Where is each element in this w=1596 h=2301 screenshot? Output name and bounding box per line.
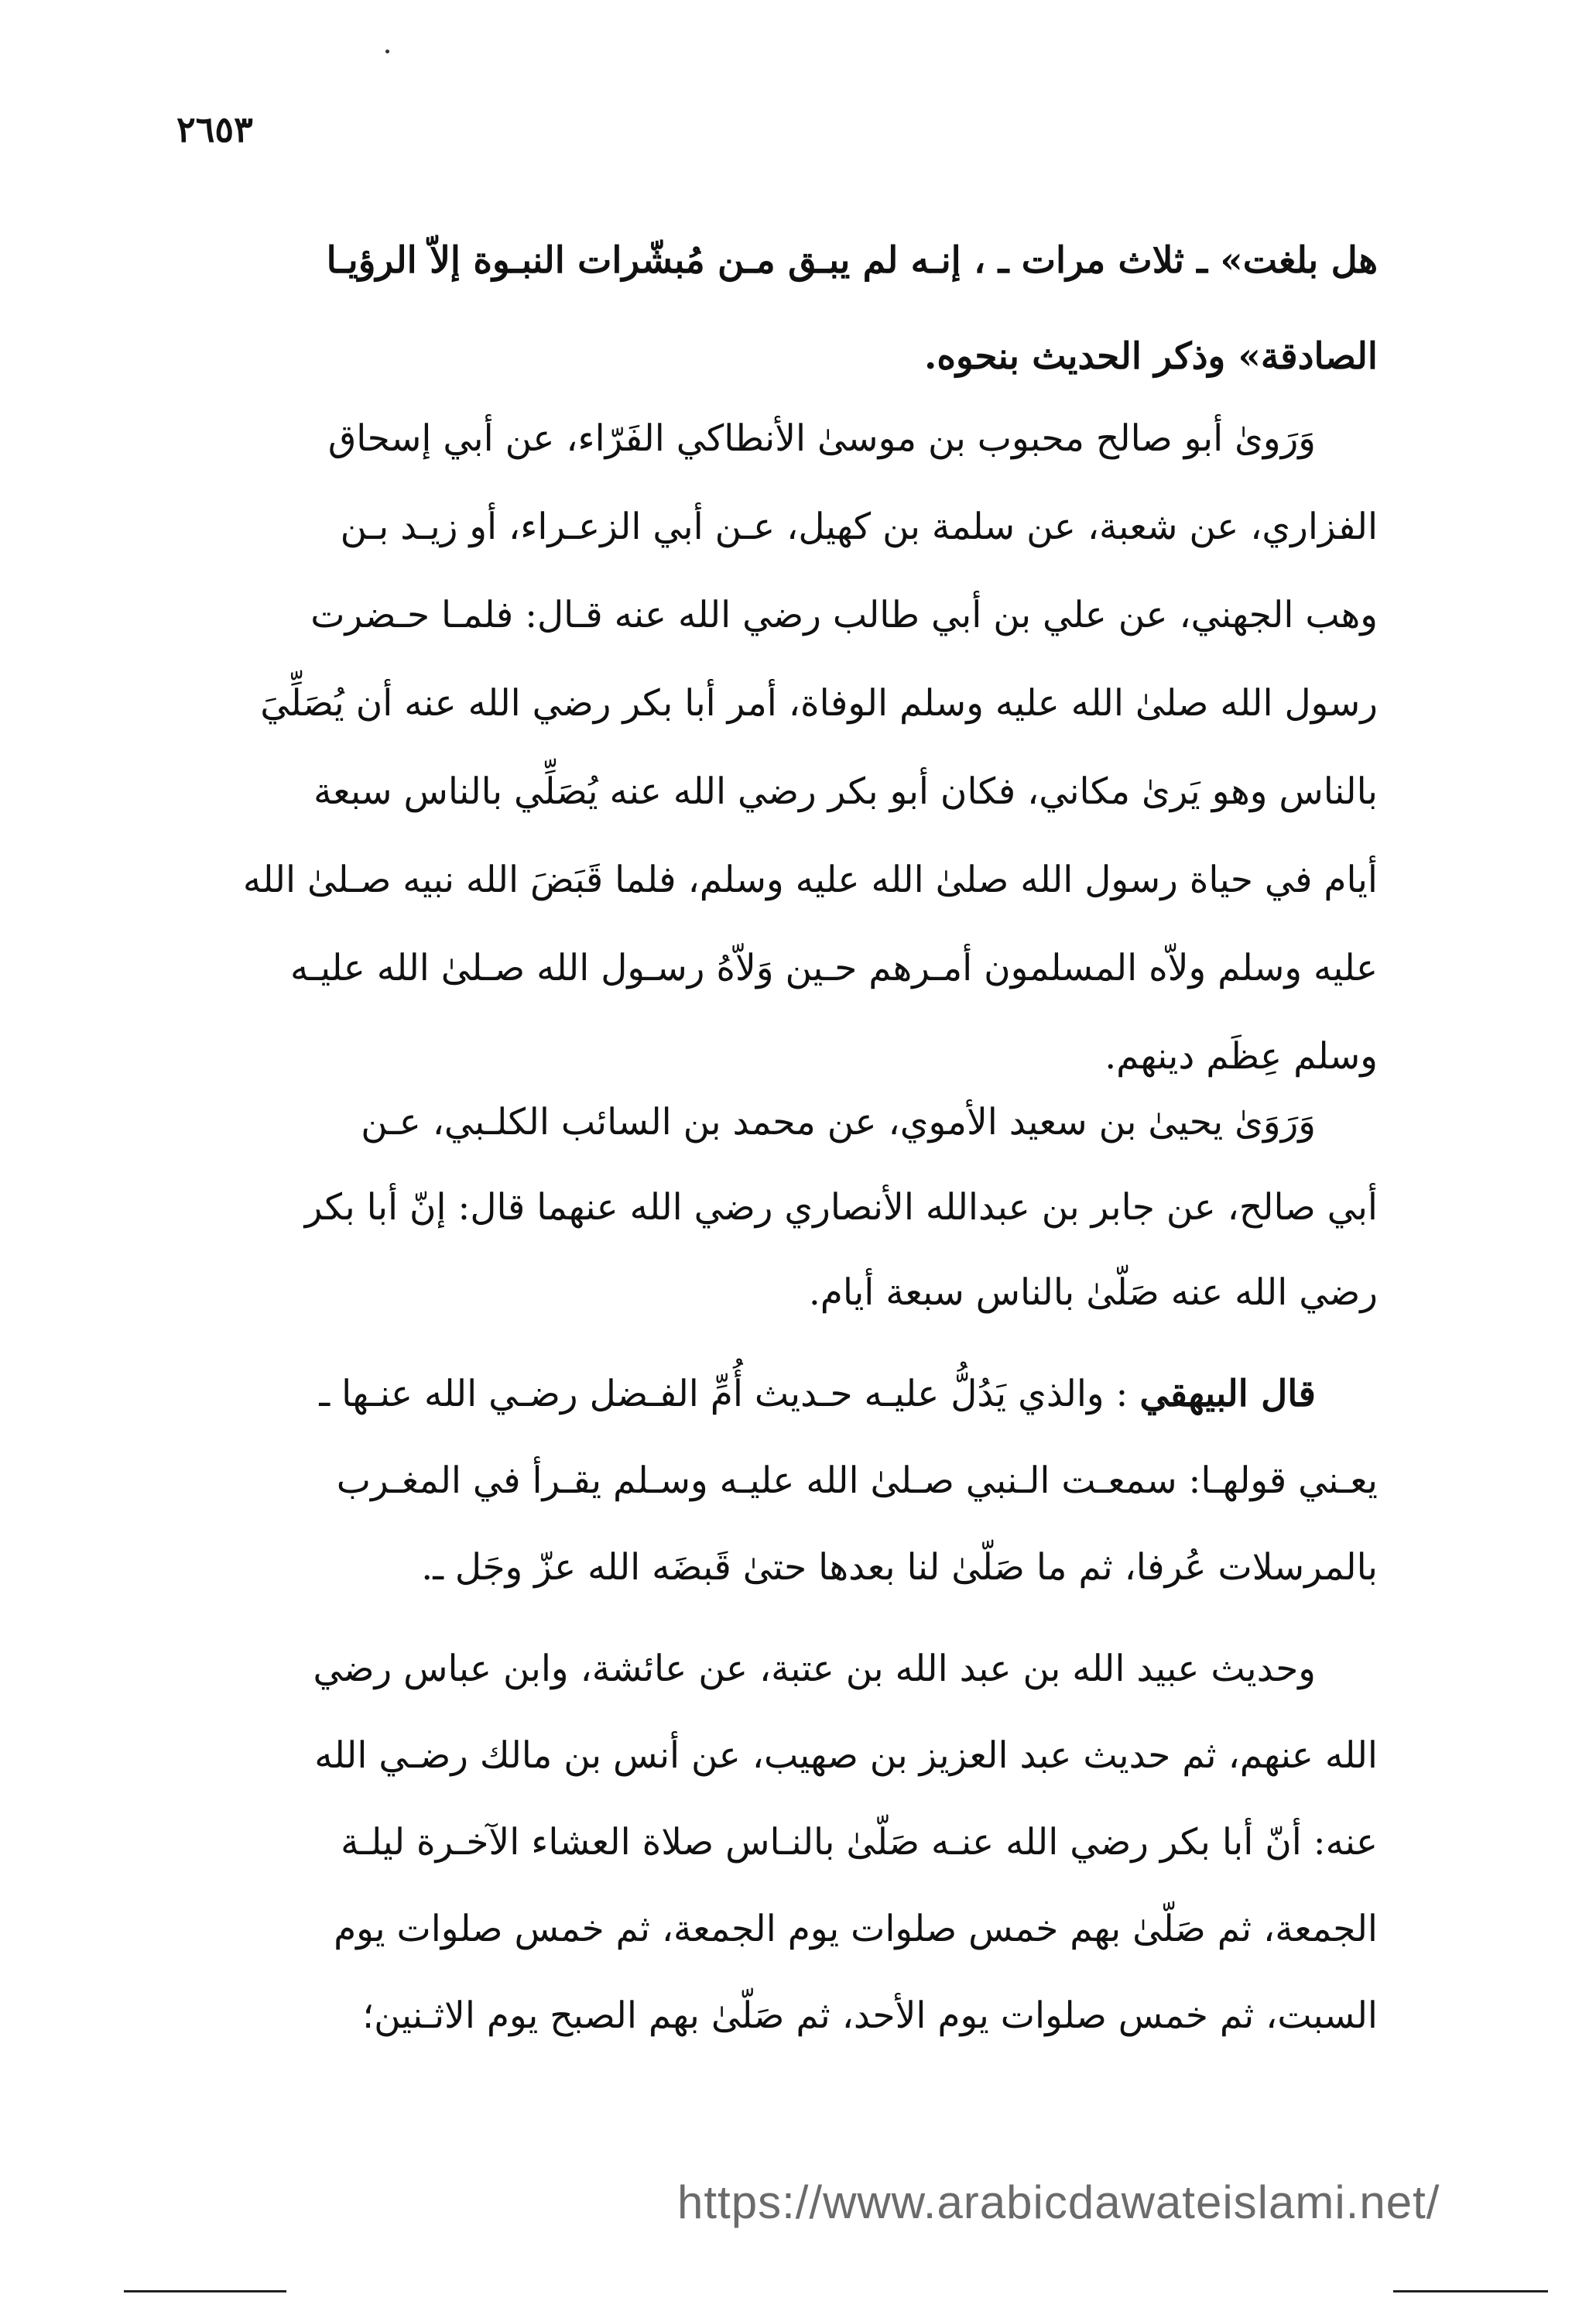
text-line: وَرَوَىٰ يحيىٰ بن سعيد الأموي، عن محمد بن السائب الكلـبي، عـن: [361, 1101, 1316, 1144]
text-line: رسول الله صلىٰ الله عليه وسلم الوفاة، أمر أبا بكر رضي الله عنه أن يُصَلِّيَ: [260, 682, 1378, 725]
text-line: هل بلغت» ـ ثلاث مرات ـ ، إنـه لم يبـق مـن مُبشّرات النبـوة إلاّ الرؤيـا: [326, 239, 1378, 282]
text-line: بالناس وهو يَرىٰ مكاني، فكان أبو بكر رضي الله عنه يُصَلِّي بالناس سبعة: [313, 770, 1378, 813]
text-line: الصادقة» وذكر الحديث بنحوه.: [924, 335, 1378, 378]
bottom-rule: [1393, 2290, 1548, 2292]
text-line: وهب الجهني، عن علي بن أبي طالب رضي الله عنه قـال: فلمـا حـضرت: [310, 594, 1378, 636]
paragraph-abu-salih-narration: [190, 395, 1378, 1101]
opening-paragraph: [190, 213, 1378, 405]
speaker-label: قال البيهقي: [1139, 1373, 1316, 1415]
paragraph-bayhaqi: [190, 1351, 1378, 1611]
text-line: أيام في حياة رسول الله صلىٰ الله عليه وسلم، فلما قَبَضَ الله نبيه صـلىٰ الله: [242, 859, 1378, 901]
text-line: وحديث عبيد الله بن عبد الله بن عتبة، عن عائشة، وابن عباس رضي: [313, 1648, 1316, 1690]
text-line: الجمعة، ثم صَلّىٰ بهم خمس صلوات يوم الجمعة، ثم خمس صلوات يوم: [334, 1908, 1378, 1950]
text-line: وَرَوىٰ أبو صالح محبوب بن موسىٰ الأنطاكي الفَرّاء، عن أبي إسحاق: [327, 417, 1316, 460]
page-number: ٢٦٥٣: [176, 108, 253, 150]
text-line: عنه: أنّ أبا بكر رضي الله عنـه صَلّىٰ بالنـاس صلاة العشاء الآخـرة ليلـة: [341, 1821, 1378, 1864]
watermark-url: https://www.arabicdawateislami.net/: [677, 2176, 1440, 2228]
text-line: الفزاري، عن شعبة، عن سلمة بن كهيل، عـن أبي الزعـراء، أو زيـد بـن: [340, 506, 1378, 548]
text-line: الله عنهم، ثم حديث عبد العزيز بن صهيب، عن أنس بن مالك رضـي الله: [314, 1734, 1378, 1777]
text-line: السبت، ثم خمس صلوات يوم الأحد، ثم صَلّىٰ بهم الصبح يوم الاثـنين؛: [362, 1994, 1378, 2037]
text-line: عليه وسلم ولاّه المسلمون أمـرهم حـين وَلاّهُ رسـول الله صـلىٰ الله عليـه: [290, 947, 1378, 989]
text-line: بالمرسلات عُرفا، ثم ما صَلّىٰ لنا بعدها حتىٰ قَبضَه الله عزّ وجَل ـ.: [421, 1546, 1378, 1589]
text-line: يعـني قولهـا: سمعـت الـنبي صـلىٰ الله عليـه وسـلم يقـرأ في المغـرب: [336, 1459, 1378, 1502]
text-line: أبي صالح، عن جابر بن عبدالله الأنصاري رضي الله عنهما قال: إنّ أبا بكر: [304, 1186, 1378, 1229]
paragraph-yahya-narration: [190, 1080, 1378, 1336]
paragraph-ubaydullah-hadith: [190, 1626, 1378, 2059]
text-line: وسلم عِظَم دينهم.: [1105, 1035, 1378, 1078]
text-span: : والذي يَدُلُّ عليـه حـديث أُمِّ الفـضل رضـي الله عنـها ـ: [319, 1373, 1140, 1415]
text-line: [190, 1351, 1378, 1438]
bottom-rule: [124, 2290, 286, 2292]
text-line: رضي الله عنه صَلّىٰ بالناس سبعة أيام.: [808, 1271, 1378, 1314]
scan-speck: [385, 50, 389, 53]
